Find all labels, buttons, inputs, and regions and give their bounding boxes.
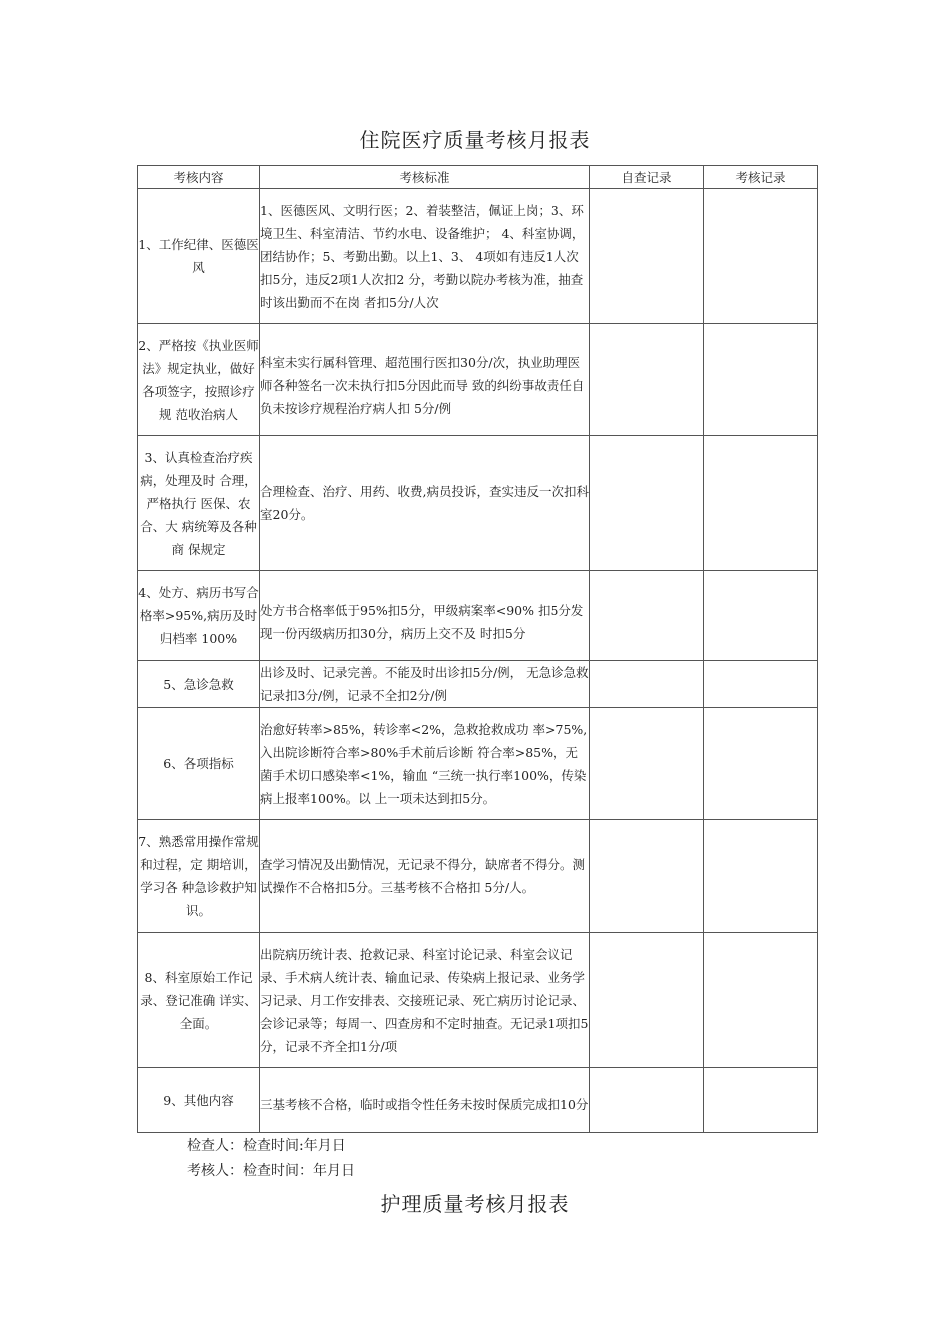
table-row [138, 571, 818, 661]
header-content: 考核内容 [138, 166, 260, 189]
self-check-cell[interactable] [590, 1068, 704, 1133]
assessment-cell[interactable] [704, 436, 818, 571]
header-standard: 考核标准 [260, 166, 590, 189]
table-row [138, 661, 818, 708]
assessment-cell[interactable] [704, 571, 818, 661]
self-check-cell[interactable] [590, 571, 704, 661]
self-check-cell[interactable] [590, 820, 704, 933]
table-row [138, 436, 818, 571]
table-row [138, 933, 818, 1068]
row-standard: 合理检查、治疗、用药、收费,病员投诉，查实违反一次扣科室20分。 [260, 436, 590, 571]
row-standard: 出诊及时、记录完善。不能及时出诊扣5分/例， 无急诊急救记录扣3分/例，记录不全扣2分/例 [260, 661, 590, 708]
self-check-cell[interactable] [590, 933, 704, 1068]
assessment-cell[interactable] [704, 820, 818, 933]
row-standard: 出院病历统计表、抢救记录、科室讨论记录、科室会议记录、手术病人统计表、输血记录、传染病上报记录、业务学习记录、月工作安排表、交接班记录、死亡病历讨论记录、会诊记录等；每周一、四查房和不定时抽查。无记录1项扣5分，记录不齐全扣1分/项 [260, 933, 590, 1068]
row-item: 5、急诊急救 [138, 661, 260, 708]
table-row [138, 189, 818, 324]
table-row [138, 820, 818, 933]
second-title: 护理质量考核月报表 [380, 1192, 570, 1216]
header-self-check: 自查记录 [590, 166, 704, 189]
self-check-cell[interactable] [590, 324, 704, 436]
table-row [138, 1068, 818, 1133]
row-item: 3、认真检查治疗疾病，处理及时 合理，严格执行 医保、农合、大 病统筹及各种商 保规定 [138, 436, 260, 571]
row-item: 4、处方、病历书写合格率>95%,病历及时归档率 100% [138, 571, 260, 661]
row-standard: 治愈好转率>85%，转诊率<2%，急救抢救成功 率>75%,入出院诊断符合率>80%手术前后诊断 符合率>85%，无菌手术切口感染率<1%，输血 “三统一执行率100%，传染病上报率100%。以 上一项未达到扣5分。 [260, 708, 590, 820]
assessment-table [137, 165, 818, 1133]
row-item: 7、熟悉常用操作常规和过程，定 期培训，学习各 种急诊救护知 识。 [138, 820, 260, 933]
row-standard: 科室未实行属科管理、超范围行医扣30分/次，执业助理医师各种签名一次未执行扣5分因此而导 致的纠纷事故责任自负未按诊疗规程治疗病人扣 5分/例 [260, 324, 590, 436]
assessment-cell[interactable] [704, 324, 818, 436]
assessment-cell[interactable] [704, 661, 818, 708]
self-check-cell[interactable] [590, 436, 704, 571]
row-item: 1、工作纪律、医德医风 [138, 189, 260, 324]
table-row [138, 324, 818, 436]
assessment-cell[interactable] [704, 1068, 818, 1133]
assessor-line: 考核人：检查时间：年月日 [187, 1163, 355, 1179]
assessment-cell[interactable] [704, 933, 818, 1068]
page-title: 住院医疗质量考核月报表 [359, 128, 591, 152]
row-standard: 处方书合格率低于95%扣5分，甲级病案率<90% 扣5分发现一份丙级病历扣30分，病历上交不及 时扣5分 [260, 571, 590, 661]
row-item: 2、严格按《执业医师法》规定执业，做好各项签字，按照诊疗规 范收治病人 [138, 324, 260, 436]
assessment-cell[interactable] [704, 189, 818, 324]
self-check-cell[interactable] [590, 661, 704, 708]
row-standard: 三基考核不合格，临时或指令性任务未按时保质完成扣10分 [260, 1068, 590, 1133]
table-header-row [138, 166, 818, 189]
row-item: 9、其他内容 [138, 1068, 260, 1133]
assessment-cell[interactable] [704, 708, 818, 820]
row-item: 8、科室原始工作记录、登记准确 详实、全面。 [138, 933, 260, 1068]
self-check-cell[interactable] [590, 189, 704, 324]
self-check-cell[interactable] [590, 708, 704, 820]
checker-line: 检查人：检查时间:年月日 [187, 1138, 346, 1154]
row-standard: 查学习情况及出勤情况，无记录不得分，缺席者不得分。测试操作不合格扣5分。三基考核不合格扣 5分/人。 [260, 820, 590, 933]
row-item: 6、各项指标 [138, 708, 260, 820]
header-assessment: 考核记录 [704, 166, 818, 189]
row-standard: 1、医德医风、文明行医；2、着装整洁，佩证上岗；3、环境卫生、科室清洁、节约水电、设备维护； 4、科室协调，团结协作；5、考勤出勤。以上1、3、 4项如有违反1人次扣5分，违反2项1人次扣2 分，考勤以院办考核为准，抽查时该出勤而不在岗 者扣5分/人次 [260, 189, 590, 324]
table-row [138, 708, 818, 820]
